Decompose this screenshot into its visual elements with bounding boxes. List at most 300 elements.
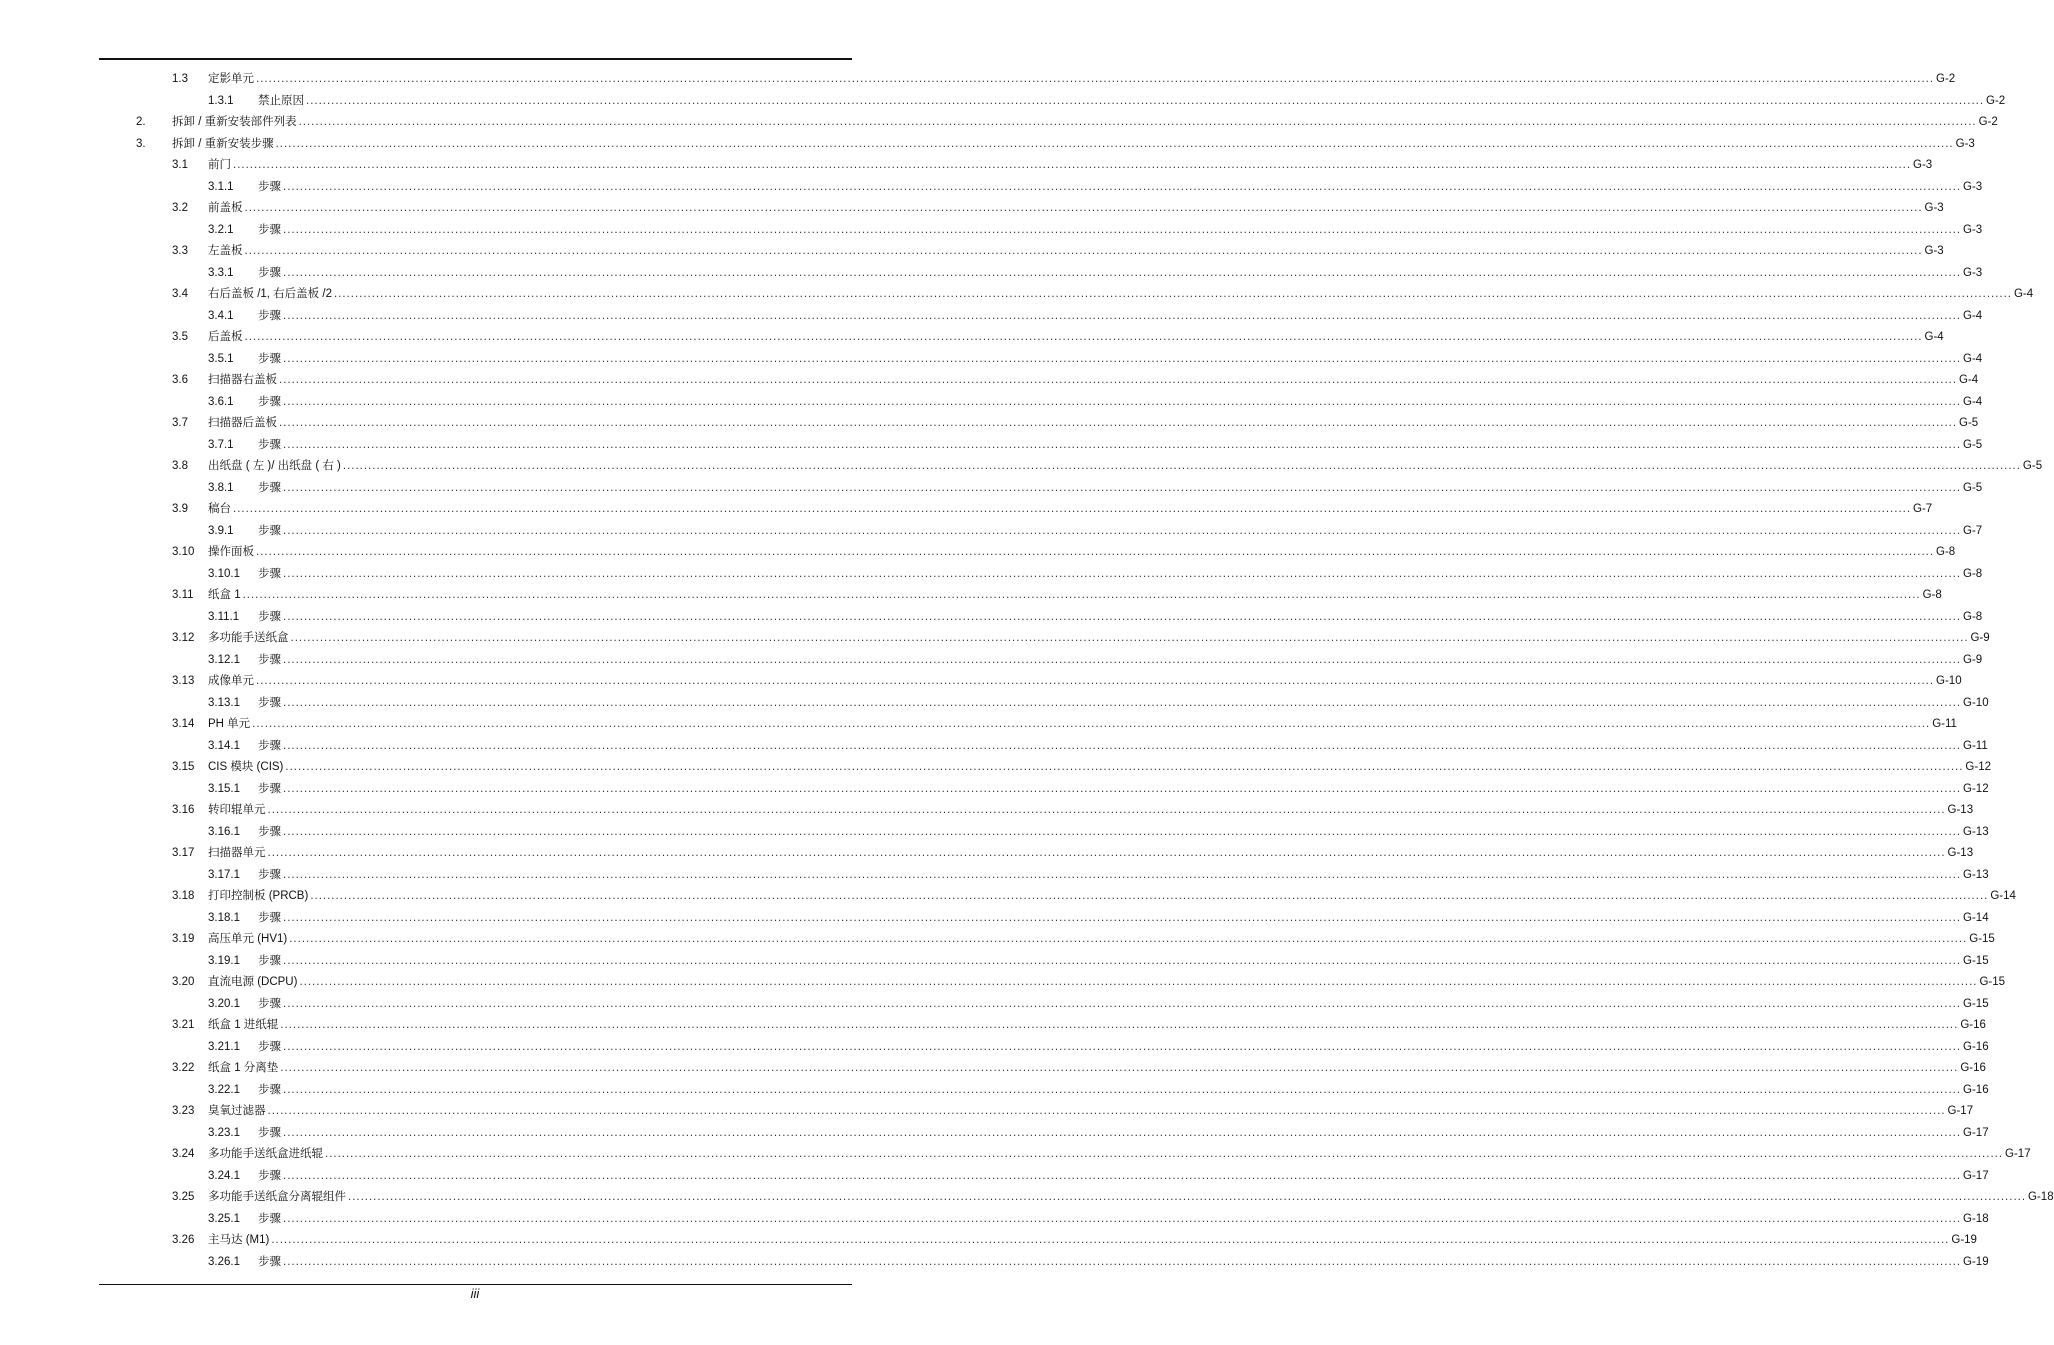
dot-leader: ................................................................................................................................................................................................................................................................................................................................................................................................................ — [283, 481, 1962, 494]
toc-entry-page: G-8 — [1936, 546, 1956, 558]
toc-entry-number: 3.16.1 — [208, 825, 240, 838]
toc-entry-line — [258, 607, 1983, 627]
dot-leader: ................................................................................................................................................................................................................................................................................................................................................................................................................ — [283, 1212, 1962, 1225]
toc-entry[interactable] — [0, 757, 1991, 777]
toc-entry[interactable] — [0, 1037, 1989, 1057]
dot-leader: ................................................................................................................................................................................................................................................................................................................................................................................................................ — [348, 1191, 2027, 1203]
toc-entry-line — [258, 478, 1983, 498]
dot-leader: ................................................................................................................................................................................................................................................................................................................................................................................................................ — [267, 804, 1946, 816]
toc-entry-number: 3.5 — [172, 331, 188, 343]
toc-entry-line — [208, 241, 1944, 261]
toc-entry-number: 3.18.1 — [208, 911, 240, 924]
toc-entry-line — [258, 908, 1989, 928]
dot-leader: ................................................................................................................................................................................................................................................................................................................................................................................................................ — [283, 911, 1962, 924]
toc-entry-number: 3.9.1 — [208, 524, 234, 537]
toc-entry-title: 步骤 — [258, 1083, 281, 1096]
toc-entry-title: 纸盒 1 分离垫 — [208, 1062, 279, 1074]
toc-entry-page: G-18 — [2028, 1191, 2054, 1203]
toc-entry-title: 多功能手送纸盒 — [208, 632, 289, 644]
dot-leader: ................................................................................................................................................................................................................................................................................................................................................................................................................ — [290, 632, 1969, 644]
toc-entry-title: 禁止原因 — [258, 94, 304, 107]
toc-entry[interactable] — [0, 714, 1957, 734]
toc-entry-number: 3.13.1 — [208, 696, 240, 709]
toc-entry-line — [258, 779, 1989, 799]
toc-entry[interactable] — [0, 1209, 1989, 1229]
toc-entry-title: 步骤 — [258, 395, 281, 408]
toc-entry-line — [208, 1230, 1977, 1250]
dot-leader: ................................................................................................................................................................................................................................................................................................................................................................................................................ — [256, 546, 1935, 558]
toc-entry-title: 步骤 — [258, 1040, 281, 1053]
toc-entry-title: 步骤 — [258, 524, 281, 537]
toc-entry-number: 3.23 — [172, 1105, 195, 1117]
toc-entry-line — [258, 177, 1983, 197]
toc-entry-title: 拆卸 / 重新安装步骤 — [172, 137, 274, 150]
toc-entry[interactable] — [0, 1252, 1989, 1272]
toc-entry-page: G-19 — [1951, 1234, 1977, 1246]
toc-entry-page: G-2 — [1936, 73, 1956, 85]
toc-entry-line — [258, 435, 1983, 455]
dot-leader: ................................................................................................................................................................................................................................................................................................................................................................................................................ — [283, 524, 1962, 537]
dot-leader: ................................................................................................................................................................................................................................................................................................................................................................................................................ — [310, 890, 1989, 902]
dot-leader: ................................................................................................................................................................................................................................................................................................................................................................................................................ — [283, 180, 1962, 193]
toc-entry-title: 直流电源 (DCPU) — [208, 976, 298, 988]
dot-leader: ................................................................................................................................................................................................................................................................................................................................................................................................................ — [283, 223, 1962, 236]
toc-entry[interactable] — [0, 478, 1983, 498]
toc-entry-number: 3.10 — [172, 546, 195, 558]
dot-leader: ................................................................................................................................................................................................................................................................................................................................................................................................................ — [306, 94, 1985, 107]
dot-leader: ................................................................................................................................................................................................................................................................................................................................................................................................................ — [252, 718, 1931, 730]
toc-entry-line — [258, 822, 1989, 842]
dot-leader: ................................................................................................................................................................................................................................................................................................................................................................................................................ — [283, 1083, 1962, 1096]
toc-entry-title: 步骤 — [258, 696, 281, 709]
toc-entry-title: 右后盖板 /1, 右后盖板 /2 — [208, 288, 332, 300]
toc-entry[interactable] — [0, 843, 1974, 863]
dot-leader: ................................................................................................................................................................................................................................................................................................................................................................................................................ — [267, 1105, 1946, 1117]
toc-entry-number: 3.4 — [172, 288, 188, 300]
toc-entry-number: 3.18 — [172, 890, 195, 902]
toc-entry-line — [208, 1058, 1986, 1078]
toc-entry-title: 步骤 — [258, 481, 281, 494]
toc-entry-title: 步骤 — [258, 1169, 281, 1182]
toc-entry-number: 3.25 — [172, 1191, 195, 1203]
toc-entry-line — [208, 671, 1962, 691]
toc-entry-page: G-8 — [1922, 589, 1942, 601]
toc-entry-page: G-4 — [1963, 352, 1983, 365]
dot-leader: ................................................................................................................................................................................................................................................................................................................................................................................................................ — [283, 1255, 1962, 1268]
toc-entry-page: G-3 — [1924, 245, 1944, 257]
toc-entry-number: 3.13 — [172, 675, 195, 687]
toc-entry-title: 步骤 — [258, 911, 281, 924]
toc-entry-title: 拆卸 / 重新安装部件列表 — [172, 116, 297, 128]
toc-entry-title: 扫描器右盖板 — [208, 374, 277, 386]
toc-entry[interactable] — [0, 779, 1989, 799]
toc-entry-title: 转印辊单元 — [208, 804, 266, 816]
toc-entry-line — [208, 1101, 1974, 1121]
toc-entry-line — [208, 370, 1979, 390]
dot-leader: ................................................................................................................................................................................................................................................................................................................................................................................................................ — [283, 266, 1962, 279]
toc-entry-number: 3.20 — [172, 976, 195, 988]
toc-entry-line — [258, 1209, 1989, 1229]
toc-entry-line — [258, 349, 1983, 369]
dot-leader: ................................................................................................................................................................................................................................................................................................................................................................................................................ — [283, 954, 1962, 967]
dot-leader: ................................................................................................................................................................................................................................................................................................................................................................................................................ — [283, 696, 1962, 709]
toc-entry-number: 3. — [136, 137, 146, 150]
toc-entry[interactable] — [0, 542, 1956, 562]
toc-entry-number: 3.15 — [172, 761, 195, 773]
toc-entry-title: 步骤 — [258, 309, 281, 322]
dot-leader: ................................................................................................................................................................................................................................................................................................................................................................................................................ — [244, 202, 1923, 214]
toc-entry[interactable] — [0, 822, 1989, 842]
toc-entry-page: G-15 — [1963, 954, 1989, 967]
toc-entry-number: 3.9 — [172, 503, 188, 515]
toc-entry-line — [172, 112, 1998, 132]
toc-entry-page: G-12 — [1965, 761, 1991, 773]
toc-entry-number: 3.11.1 — [208, 610, 240, 623]
dot-leader: ................................................................................................................................................................................................................................................................................................................................................................................................................ — [283, 739, 1962, 752]
page-number: iii — [470, 1286, 480, 1301]
toc-entry[interactable] — [0, 521, 1983, 541]
toc-entry-number: 3.11 — [172, 589, 194, 601]
toc-entry-line — [208, 886, 2016, 906]
toc-entry[interactable] — [0, 327, 1944, 347]
toc-entry-number: 3.15.1 — [208, 782, 240, 795]
toc-entry-title: 前门 — [208, 159, 231, 171]
toc-entry-title: 扫描器单元 — [208, 847, 266, 859]
toc-entry-line — [208, 499, 1933, 519]
toc-entry-page: G-4 — [1963, 309, 1983, 322]
toc-entry-page: G-3 — [1963, 180, 1983, 193]
toc-entry-number: 3.10.1 — [208, 567, 240, 580]
toc-entry-number: 1.3.1 — [208, 94, 234, 107]
toc-entry-line — [208, 413, 1979, 433]
toc-entry-line — [258, 220, 1983, 240]
toc-entry-title: 步骤 — [258, 653, 281, 666]
toc-entry[interactable] — [0, 800, 1974, 820]
toc-entry[interactable] — [0, 241, 1944, 261]
toc-entry-page: G-17 — [2005, 1148, 2031, 1160]
toc-entry[interactable] — [0, 499, 1933, 519]
toc-entry-line — [258, 1123, 1989, 1143]
toc-entry-title: 步骤 — [258, 180, 281, 193]
toc-entry-page: G-4 — [1959, 374, 1979, 386]
toc-entry-number: 2. — [136, 116, 146, 128]
toc-entry-number: 3.19.1 — [208, 954, 240, 967]
toc-entry[interactable] — [0, 456, 2043, 476]
toc-entry[interactable] — [0, 585, 1942, 605]
toc-entry-line — [208, 1187, 2054, 1207]
toc-entry-page: G-5 — [2022, 460, 2043, 472]
toc-entry[interactable] — [0, 392, 1983, 412]
toc-entry[interactable] — [0, 112, 1998, 132]
toc-entry-title: 步骤 — [258, 825, 281, 838]
toc-entry-line — [258, 91, 2006, 111]
toc-entry[interactable] — [0, 134, 1975, 154]
toc-entry[interactable] — [0, 349, 1983, 369]
toc-entry-page: G-16 — [1963, 1083, 1989, 1096]
toc-entry-line — [258, 564, 1983, 584]
toc-entry-page: G-5 — [1959, 417, 1979, 429]
toc-entry-page: G-17 — [1963, 1126, 1989, 1139]
dot-leader: ................................................................................................................................................................................................................................................................................................................................................................................................................ — [279, 374, 1958, 386]
toc-entry-line — [258, 736, 1988, 756]
toc-entry-page: G-17 — [1947, 1105, 1974, 1117]
toc-entry-title: 左盖板 — [208, 245, 243, 257]
toc-entry-title: 步骤 — [258, 868, 281, 881]
toc-entry[interactable] — [0, 1015, 1986, 1035]
toc-entry-page: G-17 — [1963, 1169, 1989, 1182]
toc-entry-number: 3.12.1 — [208, 653, 240, 666]
toc-entry-line — [258, 1252, 1989, 1272]
toc-entry[interactable] — [0, 1230, 1977, 1250]
toc-entry[interactable] — [0, 306, 1983, 326]
dot-leader: ................................................................................................................................................................................................................................................................................................................................................................................................................ — [280, 1019, 1959, 1031]
dot-leader: ................................................................................................................................................................................................................................................................................................................................................................................................................ — [283, 825, 1962, 838]
toc-entry-line — [208, 714, 1957, 734]
toc-entry[interactable] — [0, 198, 1944, 218]
toc-entry-page: G-12 — [1963, 782, 1989, 795]
toc-entry-title: 步骤 — [258, 954, 281, 967]
toc-entry-number: 3.16 — [172, 804, 195, 816]
toc-entry-page: G-2 — [1978, 116, 1998, 128]
dot-leader: ................................................................................................................................................................................................................................................................................................................................................................................................................ — [242, 589, 1921, 601]
toc-entry-line — [172, 134, 1975, 154]
dot-leader: ................................................................................................................................................................................................................................................................................................................................................................................................................ — [285, 761, 1964, 773]
toc-entry[interactable] — [0, 628, 1990, 648]
toc-entry-number: 3.24.1 — [208, 1169, 240, 1182]
toc-entry-number: 3.14 — [172, 718, 195, 730]
toc-entry-page: G-15 — [1969, 933, 1995, 945]
toc-entry[interactable] — [0, 1123, 1989, 1143]
toc-entry-number: 3.14.1 — [208, 739, 240, 752]
dot-leader: ................................................................................................................................................................................................................................................................................................................................................................................................................ — [233, 503, 1912, 515]
toc-entry-page: G-14 — [1963, 911, 1989, 924]
toc-entry-title: PH 单元 — [208, 718, 251, 730]
toc-entry-page: G-19 — [1963, 1255, 1989, 1268]
dot-leader: ................................................................................................................................................................................................................................................................................................................................................................................................................ — [280, 1062, 1959, 1074]
toc-entry-title: 步骤 — [258, 352, 281, 365]
toc-entry-line — [258, 1166, 1989, 1186]
toc-entry-page: G-8 — [1963, 567, 1983, 580]
toc-entry-title: 成像单元 — [208, 675, 254, 687]
toc-entry-line — [258, 306, 1983, 326]
toc-entry-line — [258, 521, 1983, 541]
toc-entry-title: 出纸盘 ( 左 )/ 出纸盘 ( 右 ) — [208, 460, 341, 472]
dot-leader: ................................................................................................................................................................................................................................................................................................................................................................................................................ — [267, 847, 1946, 859]
toc-entry-page: G-14 — [1990, 890, 2016, 902]
dot-leader: ................................................................................................................................................................................................................................................................................................................................................................................................................ — [283, 395, 1962, 408]
toc-entry[interactable] — [0, 435, 1983, 455]
toc-entry-number: 3.7 — [172, 417, 188, 429]
toc-entry[interactable] — [0, 693, 1989, 713]
toc-entry-page: G-16 — [1963, 1040, 1989, 1053]
toc-entry[interactable] — [0, 972, 2006, 992]
toc-entry-page: G-3 — [1913, 159, 1933, 171]
toc-entry[interactable] — [0, 177, 1983, 197]
toc-entry-line — [258, 994, 1989, 1014]
toc-entry[interactable] — [0, 607, 1983, 627]
toc-entry-title: 定影单元 — [208, 73, 254, 85]
toc-entry[interactable] — [0, 263, 1983, 283]
dot-leader: ................................................................................................................................................................................................................................................................................................................................................................................................................ — [333, 288, 2012, 300]
toc-entry-title: 纸盒 1 — [208, 589, 241, 601]
dot-leader: ................................................................................................................................................................................................................................................................................................................................................................................................................ — [279, 417, 1958, 429]
toc-entry-page: G-10 — [1963, 696, 1989, 709]
toc-entry-number: 3.5.1 — [208, 352, 234, 365]
toc-entry-number: 3.22.1 — [208, 1083, 240, 1096]
toc-entry[interactable] — [0, 908, 1989, 928]
toc-entry[interactable] — [0, 671, 1962, 691]
toc-entry[interactable] — [0, 929, 1995, 949]
toc-entry-number: 3.25.1 — [208, 1212, 240, 1225]
toc-entry-line — [258, 951, 1989, 971]
toc-entry-title: 主马达 (M1) — [208, 1234, 270, 1246]
toc-entry-title: 步骤 — [258, 739, 281, 752]
dot-leader: ................................................................................................................................................................................................................................................................................................................................................................................................................ — [299, 976, 1978, 988]
toc-entry-title: 纸盒 1 进纸辊 — [208, 1019, 279, 1031]
toc-entry[interactable] — [0, 886, 2016, 906]
toc-entry-title: 步骤 — [258, 997, 281, 1010]
toc-entry-page: G-15 — [1963, 997, 1989, 1010]
dot-leader: ................................................................................................................................................................................................................................................................................................................................................................................................................ — [325, 1148, 2004, 1160]
toc-entry-title: 扫描器后盖板 — [208, 417, 277, 429]
toc-entry-page: G-11 — [1932, 718, 1957, 730]
toc-entry[interactable] — [0, 1144, 2031, 1164]
toc-entry-line — [208, 929, 1995, 949]
toc-entry-number: 3.2.1 — [208, 223, 234, 236]
toc-entry-page: G-9 — [1970, 632, 1990, 644]
toc-entry-number: 3.20.1 — [208, 997, 240, 1010]
toc-entry-page: G-2 — [1986, 94, 2006, 107]
dot-leader: ................................................................................................................................................................................................................................................................................................................................................................................................................ — [283, 1169, 1962, 1182]
toc-entry-page: G-5 — [1963, 438, 1983, 451]
toc-entry-page: G-4 — [1924, 331, 1944, 343]
toc-entry-title: 步骤 — [258, 610, 281, 623]
toc-entry-number: 3.8 — [172, 460, 188, 472]
toc-entry-line — [208, 155, 1933, 175]
toc-entry[interactable] — [0, 155, 1933, 175]
toc-entry[interactable] — [0, 1187, 2054, 1207]
toc-entry-line — [258, 263, 1983, 283]
toc-entry-page: G-5 — [1963, 481, 1983, 494]
toc-entry-line — [208, 69, 1956, 89]
toc-entry-page: G-13 — [1947, 847, 1974, 859]
toc-entry-line — [208, 843, 1974, 863]
dot-leader: ................................................................................................................................................................................................................................................................................................................................................................................................................ — [283, 1126, 1962, 1139]
toc-entry[interactable] — [0, 564, 1983, 584]
toc-entry-number: 3.21.1 — [208, 1040, 240, 1053]
toc-entry-line — [258, 693, 1989, 713]
toc-entry-page: G-13 — [1963, 868, 1989, 881]
dot-leader: ................................................................................................................................................................................................................................................................................................................................................................................................................ — [256, 675, 1935, 687]
toc-entry-title: 步骤 — [258, 1255, 281, 1268]
toc-entry-title: 操作面板 — [208, 546, 254, 558]
toc-entry-title: 步骤 — [258, 223, 281, 236]
toc-entry[interactable] — [0, 69, 1956, 89]
toc-entry-page: G-4 — [1963, 395, 1983, 408]
toc-entry[interactable] — [0, 1080, 1989, 1100]
toc-entry-title: CIS 模块 (CIS) — [208, 761, 284, 773]
toc-entry-number: 3.3.1 — [208, 266, 234, 279]
toc-entry-page: G-3 — [1963, 266, 1983, 279]
toc-entry[interactable] — [0, 370, 1979, 390]
toc-entry[interactable] — [0, 650, 1983, 670]
toc-entry-page: G-18 — [1963, 1212, 1989, 1225]
toc-entry-title: 高压单元 (HV1) — [208, 933, 288, 945]
toc-entry-title: 稿台 — [208, 503, 231, 515]
toc-entry-number: 3.7.1 — [208, 438, 234, 451]
dot-leader: ................................................................................................................................................................................................................................................................................................................................................................................................................ — [283, 782, 1962, 795]
toc-entry-title: 多功能手送纸盒进纸辊 — [208, 1148, 323, 1160]
toc-entry[interactable] — [0, 1101, 1974, 1121]
dot-leader: ................................................................................................................................................................................................................................................................................................................................................................................................................ — [275, 137, 1954, 150]
toc-entry[interactable] — [0, 736, 1988, 756]
dot-leader: ................................................................................................................................................................................................................................................................................................................................................................................................................ — [271, 1234, 1950, 1246]
toc-entry[interactable] — [0, 1058, 1986, 1078]
toc-entry-page: G-3 — [1963, 223, 1983, 236]
toc-entry-number: 3.8.1 — [208, 481, 234, 494]
toc-entry-line — [258, 1037, 1989, 1057]
footer-rule — [99, 1284, 852, 1285]
dot-leader: ................................................................................................................................................................................................................................................................................................................................................................................................................ — [283, 567, 1962, 580]
dot-leader: ................................................................................................................................................................................................................................................................................................................................................................................................................ — [283, 653, 1962, 666]
toc-entry[interactable] — [0, 1166, 1989, 1186]
dot-leader: ................................................................................................................................................................................................................................................................................................................................................................................................................ — [283, 868, 1962, 881]
toc-entry-page: G-15 — [1979, 976, 2006, 988]
toc-entry[interactable] — [0, 865, 1989, 885]
toc-entry-line — [208, 284, 2034, 304]
toc-entry[interactable] — [0, 994, 1989, 1014]
toc-entry-page: G-10 — [1936, 675, 1962, 687]
toc-entry-line — [208, 327, 1944, 347]
toc-entry-title: 前盖板 — [208, 202, 243, 214]
toc-entry-page: G-4 — [2014, 288, 2034, 300]
toc-entry-number: 3.3 — [172, 245, 188, 257]
dot-leader: ................................................................................................................................................................................................................................................................................................................................................................................................................ — [233, 159, 1912, 171]
toc-entry[interactable] — [0, 220, 1983, 240]
toc-entry-number: 3.1 — [172, 159, 188, 171]
toc-entry-title: 步骤 — [258, 1212, 281, 1225]
toc-entry-title: 步骤 — [258, 782, 281, 795]
toc-entry-line — [258, 650, 1983, 670]
toc-entry[interactable] — [0, 413, 1979, 433]
toc-entry-title: 后盖板 — [208, 331, 243, 343]
toc-entry-number: 1.3 — [172, 73, 188, 85]
toc-entry-page: G-3 — [1955, 137, 1975, 150]
toc-entry-line — [208, 628, 1990, 648]
toc-entry-line — [208, 1015, 1986, 1035]
toc-entry-page: G-13 — [1963, 825, 1989, 838]
dot-leader: ................................................................................................................................................................................................................................................................................................................................................................................................................ — [283, 309, 1962, 322]
toc-entry-number: 3.26 — [172, 1234, 195, 1246]
toc-entry-title: 打印控制板 (PRCB) — [208, 890, 309, 902]
toc-entry-title: 步骤 — [258, 1126, 281, 1139]
toc-entry[interactable] — [0, 284, 2034, 304]
toc-entry-number: 3.4.1 — [208, 309, 234, 322]
toc-entry-number: 3.24 — [172, 1148, 195, 1160]
dot-leader: ................................................................................................................................................................................................................................................................................................................................................................................................................ — [283, 1040, 1962, 1053]
toc-entry[interactable] — [0, 91, 2006, 111]
toc-entry[interactable] — [0, 951, 1989, 971]
toc-entry-title: 臭氧过滤器 — [208, 1105, 266, 1117]
dot-leader: ................................................................................................................................................................................................................................................................................................................................................................................................................ — [283, 610, 1962, 623]
toc-entry-line — [208, 198, 1944, 218]
dot-leader: ................................................................................................................................................................................................................................................................................................................................................................................................................ — [298, 116, 1977, 128]
toc-entry-number: 3.17.1 — [208, 868, 240, 881]
toc-entry-line — [258, 1080, 1989, 1100]
header-rule — [99, 58, 852, 60]
dot-leader: ................................................................................................................................................................................................................................................................................................................................................................................................................ — [283, 352, 1962, 365]
toc-entry-number: 3.6 — [172, 374, 188, 386]
